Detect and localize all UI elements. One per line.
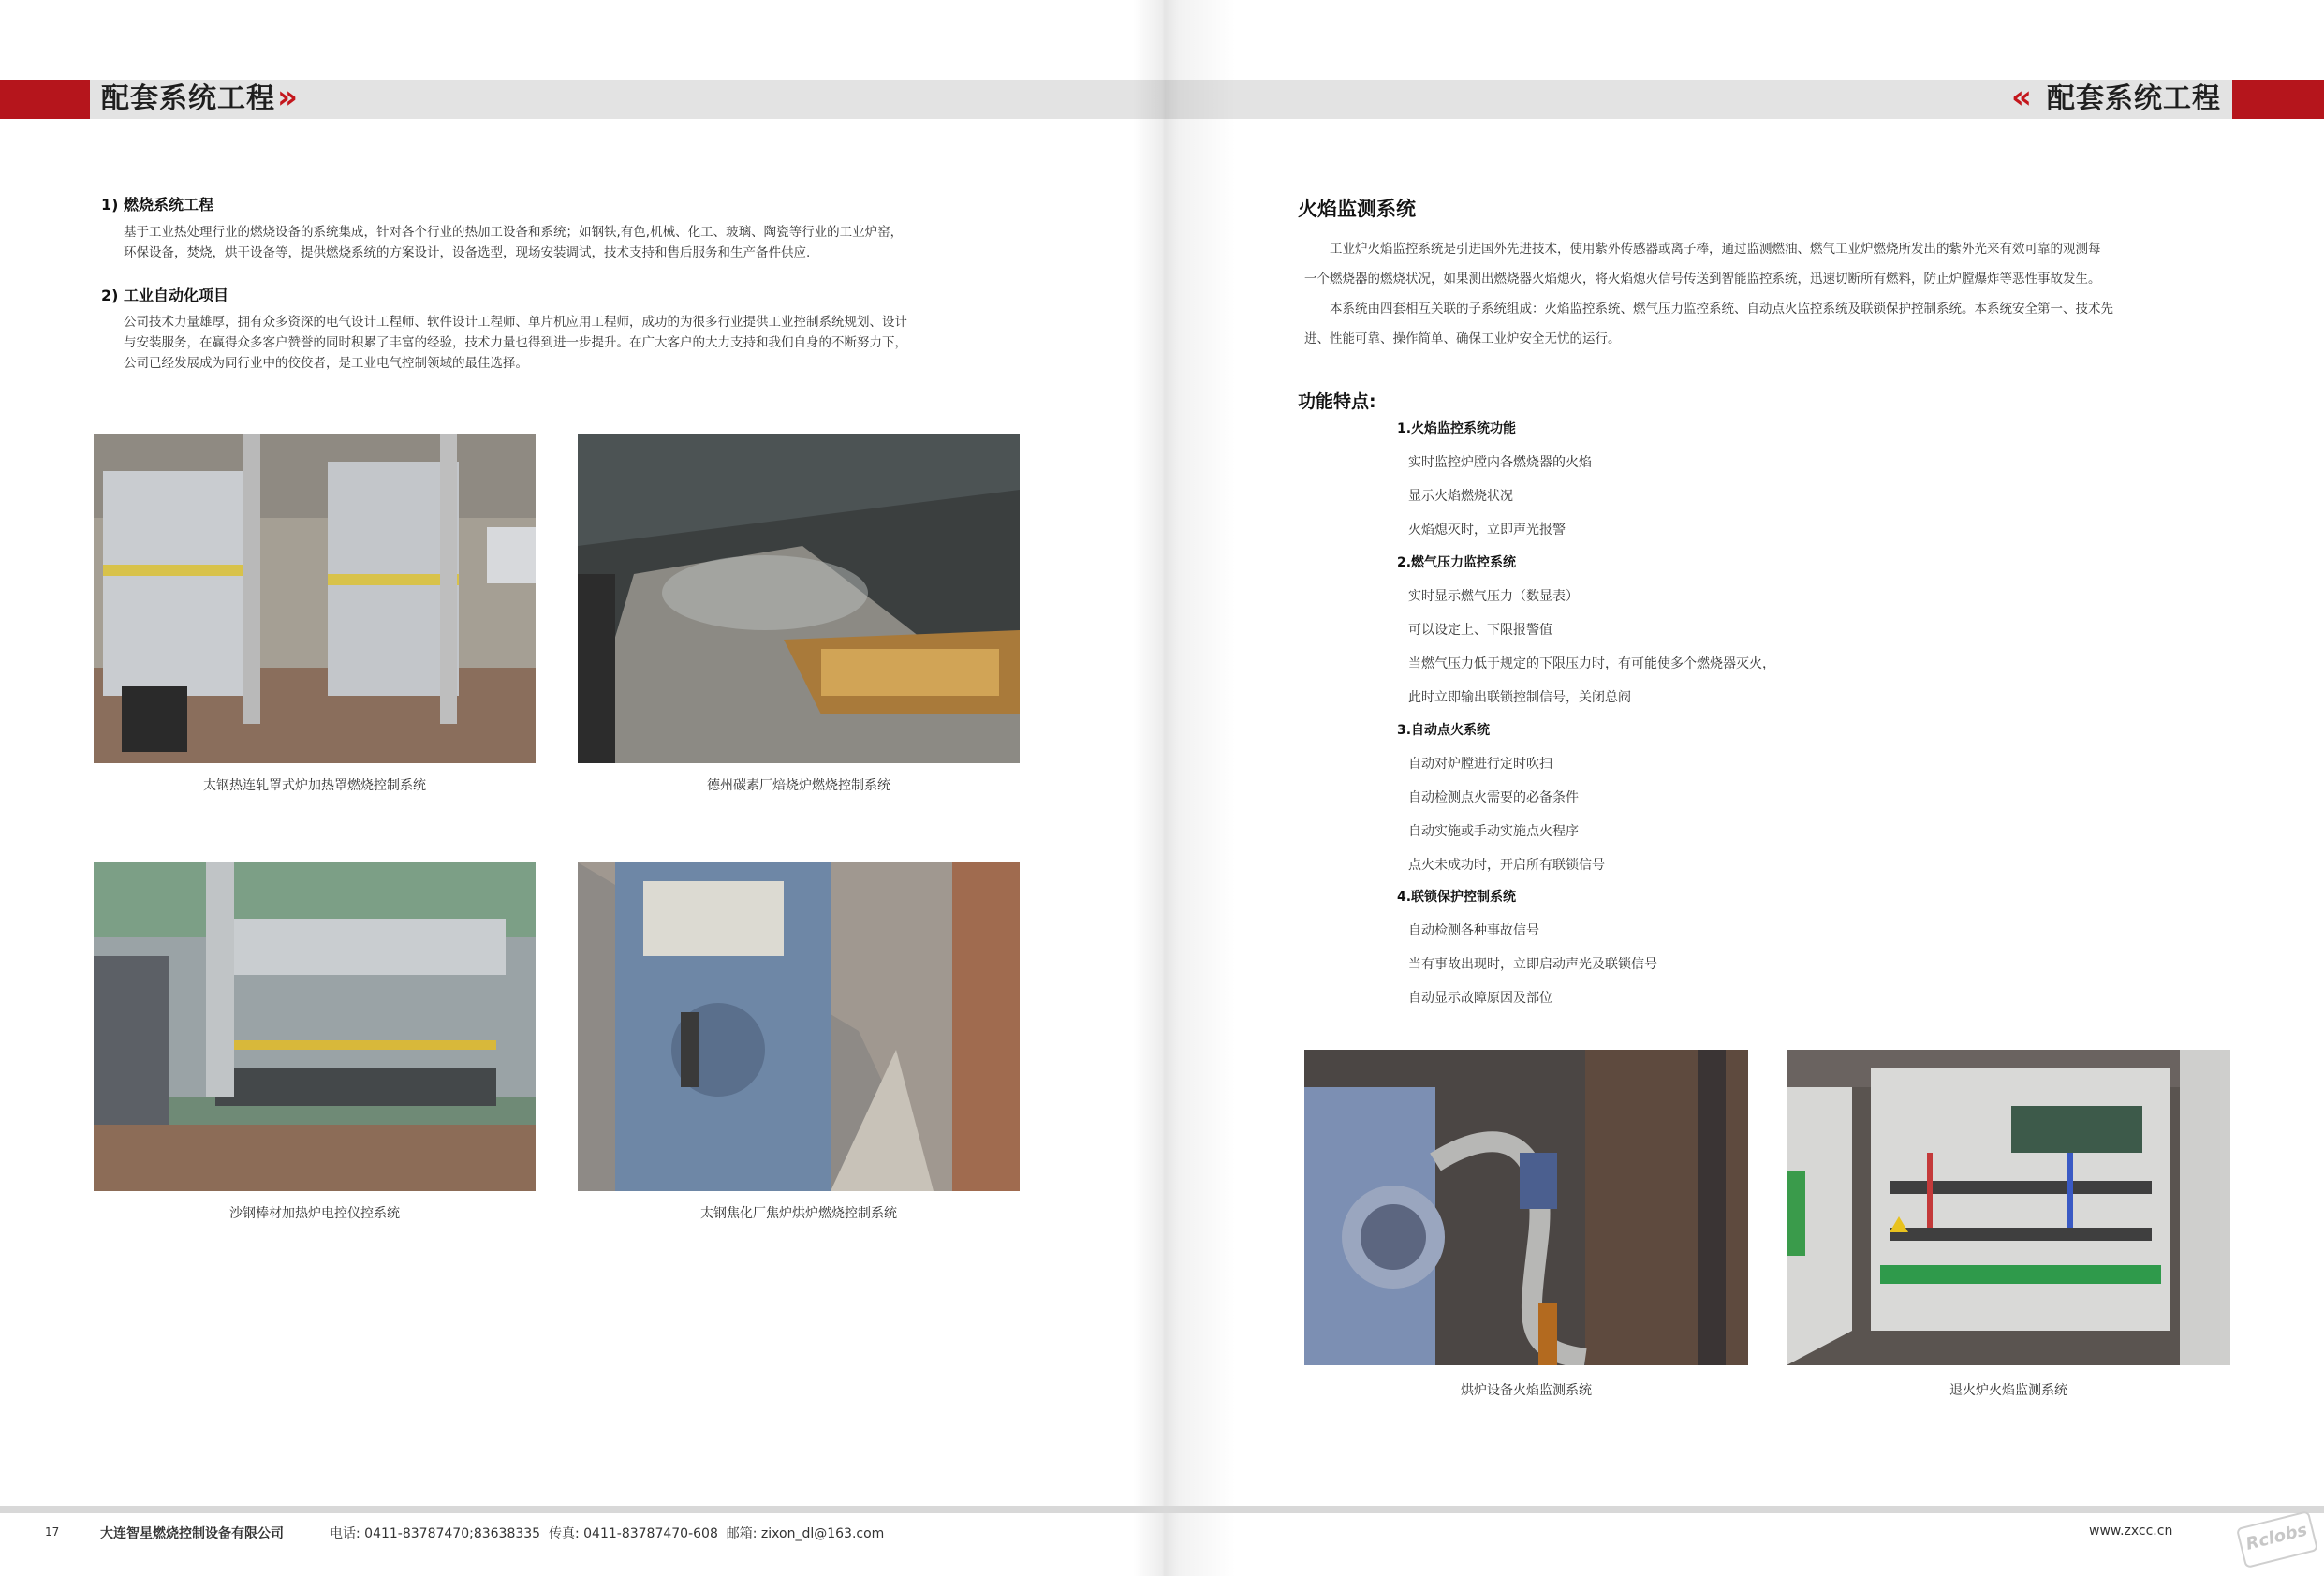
photo-caption: 沙钢棒材加热炉电控仪控系统 xyxy=(229,1206,400,1221)
intro-paragraph-line: 进、性能可靠、操作简单、确保工业炉安全无忧的运行。 xyxy=(1304,331,1621,346)
photo-bell-furnace xyxy=(94,434,536,763)
section-text-line: 环保设备，焚烧，烘干设备等，提供燃烧系统的方案设计，设备选型，现场安装调试，技术支持和售后服务和生产备件供应. xyxy=(124,245,811,260)
feature-item: 自动检测点火需要的必备条件 xyxy=(1408,790,1579,805)
section-text-line: 基于工业热处理行业的燃烧设备的系统集成，针对各个行业的热加工设备和系统；如钢铁,有色,机械、化工、玻璃、陶瓷等行业的工业炉窑， xyxy=(124,225,904,240)
feature-item: 自动检测各种事故信号 xyxy=(1408,923,1539,938)
intro-paragraph-line: 一个燃烧器的燃烧状况，如果测出燃烧器火焰熄火，将火焰熄火信号传送到智能监控系统，迅速切断所有燃料，防止炉膛爆炸等恶性事故发生。 xyxy=(1304,272,2101,287)
features-title: 功能特点: xyxy=(1298,391,1376,412)
photo-coke-oven xyxy=(578,862,1020,1191)
photo-carbon-plant xyxy=(578,434,1020,763)
feature-item: 自动显示故障原因及部位 xyxy=(1408,991,1552,1006)
feature-item: 可以设定上、下限报警值 xyxy=(1408,623,1552,638)
left-header-title: 配套系统工程 xyxy=(101,82,275,115)
section-title-combustion: 1) 燃烧系统工程 xyxy=(101,196,214,214)
intro-paragraph-line: 工业炉火焰监控系统是引进国外先进技术，使用紫外传感器或离子棒，通过监测燃油、燃气工业炉燃烧所发出的紫外光来有效可靠的观测每 xyxy=(1330,242,2101,257)
footer-band-left xyxy=(0,1506,1161,1513)
feature-item: 自动实施或手动实施点火程序 xyxy=(1408,824,1579,839)
contact-info: 电话: 0411-83787470;83638335 传真: 0411-83787470-608 邮箱: zixon_dl@163.com xyxy=(330,1526,885,1541)
photo-reheating-furnace xyxy=(94,862,536,1191)
company-name: 大连智星燃烧控制设备有限公司 xyxy=(100,1526,284,1541)
section-title-automation: 2) 工业自动化项目 xyxy=(101,287,229,304)
feature-item: 点火未成功时，开启所有联锁信号 xyxy=(1408,858,1605,873)
feature-item: 火焰熄灭时，立即声光报警 xyxy=(1408,523,1566,538)
feature-item: 当燃气压力低于规定的下限压力时，有可能使多个燃烧器灭火， xyxy=(1408,656,1775,671)
book-gutter-shadow xyxy=(1133,0,1236,1576)
page-number: 17 xyxy=(45,1525,60,1539)
watermark-stamp: Rclobs xyxy=(2236,1510,2318,1569)
photo-caption: 退火炉火焰监测系统 xyxy=(1949,1383,2067,1398)
feature-item: 当有事故出现时，立即启动声光及联锁信号 xyxy=(1408,957,1657,972)
photo-burner-flame-detector xyxy=(1304,1050,1748,1365)
photo-caption: 太钢热连轧罩式炉加热罩燃烧控制系统 xyxy=(203,778,426,793)
photo-caption: 太钢焦化厂焦炉烘炉燃烧控制系统 xyxy=(700,1206,897,1221)
feature-heading: 2.燃气压力监控系统 xyxy=(1397,555,1517,570)
feature-heading: 3.自动点火系统 xyxy=(1397,723,1491,738)
header-red-block-left xyxy=(0,80,90,119)
feature-item: 自动对炉膛进行定时吹扫 xyxy=(1408,757,1552,772)
photo-control-cabinet xyxy=(1787,1050,2230,1365)
feature-heading: 4.联锁保护控制系统 xyxy=(1397,890,1517,905)
feature-item: 此时立即输出联锁控制信号，关闭总阀 xyxy=(1408,690,1631,705)
feature-item: 实时监控炉膛内各燃烧器的火焰 xyxy=(1408,455,1592,470)
section-text-line: 公司技术力量雄厚，拥有众多资深的电气设计工程师、软件设计工程师、单片机应用工程师，成功的为很多行业提供工业控制系统规划、设计 xyxy=(124,315,907,330)
right-header-title: 配套系统工程 xyxy=(2047,82,2221,115)
footer-band-right xyxy=(1161,1506,2324,1513)
header-red-block-right xyxy=(2232,80,2324,119)
chevron-left-icon: « xyxy=(2011,79,2032,116)
feature-heading: 1.火焰监控系统功能 xyxy=(1397,421,1517,436)
photo-caption: 德州碳素厂焙烧炉燃烧控制系统 xyxy=(707,778,890,793)
intro-paragraph-line: 本系统由四套相互关联的子系统组成：火焰监控系统、燃气压力监控系统、自动点火监控系统及联锁保护控制系统。本系统安全第一、技术先 xyxy=(1330,302,2113,317)
feature-item: 显示火焰燃烧状况 xyxy=(1408,489,1513,504)
photo-caption: 烘炉设备火焰监测系统 xyxy=(1461,1383,1592,1398)
section-text-line: 公司已经发展成为同行业中的佼佼者，是工业电气控制领域的最佳选择。 xyxy=(124,356,528,371)
section-title-flame-monitoring: 火焰监测系统 xyxy=(1298,198,1416,220)
website-link[interactable]: www.zxcc.cn xyxy=(2089,1524,2173,1539)
feature-item: 实时显示燃气压力（数显表） xyxy=(1408,589,1579,604)
section-text-line: 与安装服务，在赢得众多客户赞誉的同时积累了丰富的经验，技术力量也得到进一步提升。在广大客户的大力支持和我们自身的不断努力下， xyxy=(124,335,907,350)
chevron-right-icon: » xyxy=(277,79,298,116)
